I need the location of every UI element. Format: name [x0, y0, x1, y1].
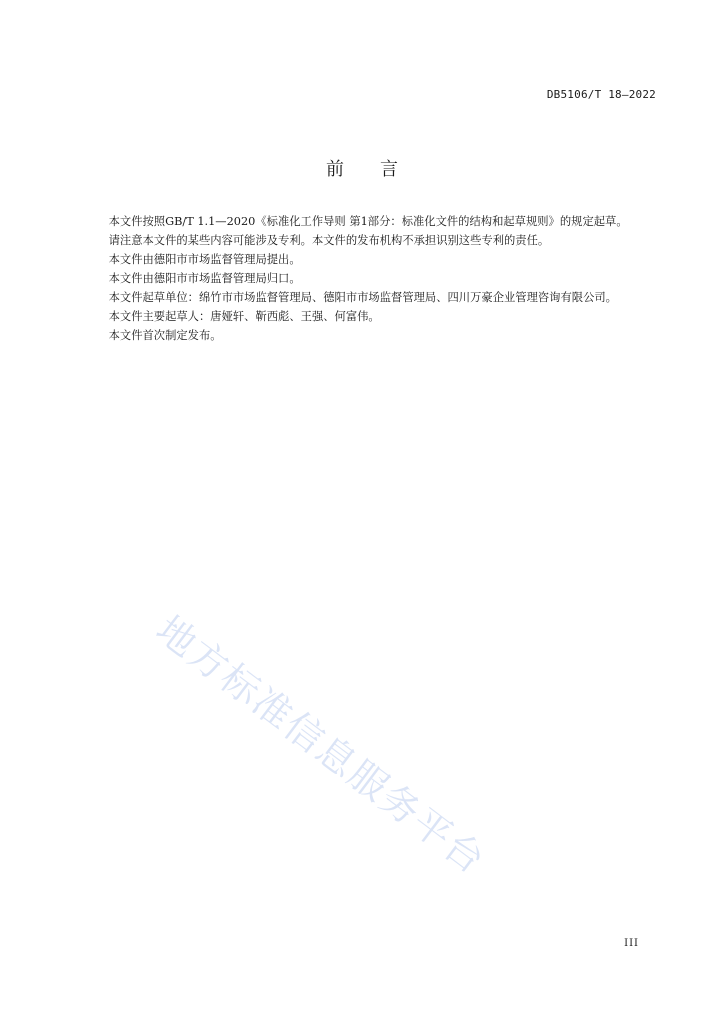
- paragraph-drafters: 本文件主要起草人：唐娅轩、靳西彪、王强、何富伟。: [108, 310, 380, 323]
- paragraph-patent-notice: 请注意本文件的某些内容可能涉及专利。本文件的发布机构不承担识别这些专利的责任。: [108, 234, 550, 247]
- paragraph-administrator: 本文件由德阳市市场监督管理局归口。: [108, 272, 301, 285]
- page-title: 前言: [326, 159, 434, 180]
- paragraph-proposer: 本文件由德阳市市场监督管理局提出。: [108, 253, 301, 266]
- document-code: DB5106/T 18—2022: [546, 88, 656, 101]
- paragraph-first-release: 本文件首次制定发布。: [108, 329, 222, 342]
- page-number: III: [624, 938, 639, 949]
- paragraph-drafting-units: 本文件起草单位：绵竹市市场监督管理局、德阳市市场监督管理局、四川万豪企业管理咨询有限公司。: [108, 291, 617, 304]
- paragraph-standard-basis: 本文件按照GB/T 1.1—2020《标准化工作导则 第1部分：标准化文件的结构和起草规则》的规定起草。: [108, 215, 628, 228]
- body-text: [86, 212, 658, 345]
- watermark: 地方标准信息服务平台: [148, 607, 495, 884]
